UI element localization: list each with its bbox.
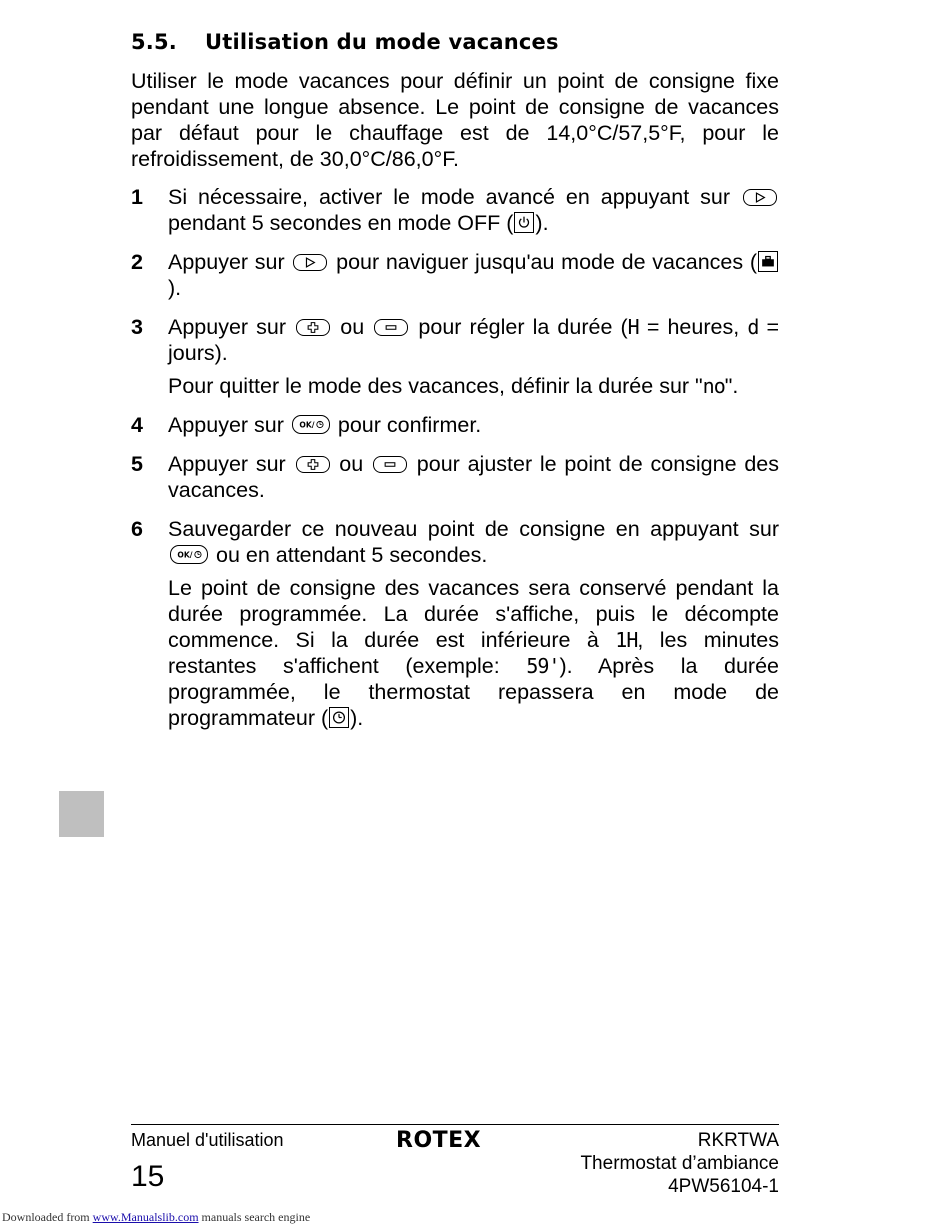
ok-key-icon xyxy=(292,415,330,434)
days-display-symbol: d xyxy=(747,315,759,339)
step-3 xyxy=(131,314,779,399)
footer-product-name: Thermostat d’ambiance xyxy=(580,1153,779,1174)
hours-display-symbol: H xyxy=(627,315,639,339)
step-text: ou en attendant 5 secondes. xyxy=(215,543,488,567)
footer-model: RKRTWA xyxy=(697,1130,779,1151)
step-text: = heures, xyxy=(646,315,740,339)
power-icon xyxy=(514,212,534,233)
page-number: 15 xyxy=(131,1160,165,1193)
step-text: pour ajuster le point de consigne des vacances. xyxy=(168,452,779,502)
step-text: pour régler la durée ( xyxy=(418,315,628,339)
step-text: Sauvegarder ce nouveau point de consigne en appuyant sur xyxy=(168,517,779,541)
step-text: Si nécessaire, activer le mode avancé en appuyant sur xyxy=(168,185,731,209)
step-number: 5 xyxy=(131,452,143,476)
footer-part-number: 4PW56104-1 xyxy=(668,1176,779,1197)
suitcase-icon xyxy=(758,251,778,272)
step-6 xyxy=(131,516,779,731)
step-number: 4 xyxy=(131,413,143,437)
minus-key-icon xyxy=(373,456,407,473)
step-number: 6 xyxy=(131,517,143,541)
rotex-logo: ROTEX xyxy=(396,1128,482,1153)
footer-product-info xyxy=(540,1129,779,1198)
step-text: pendant 5 secondes en mode OFF ( xyxy=(168,211,514,235)
footer-manual-title: Manuel d'utilisation xyxy=(131,1130,284,1150)
step-1 xyxy=(131,184,779,236)
plus-key-icon xyxy=(296,319,330,336)
plus-key-icon xyxy=(296,456,330,473)
step-number: 3 xyxy=(131,315,143,339)
step-2 xyxy=(131,249,779,301)
example-display-symbol: 59' xyxy=(526,654,560,678)
step-note: ". xyxy=(724,374,739,398)
steps-list xyxy=(131,184,779,731)
play-key-icon xyxy=(293,254,327,271)
download-notice xyxy=(2,1210,310,1225)
download-prefix: Downloaded from xyxy=(2,1210,90,1224)
intro-paragraph: Utiliser le mode vacances pour définir un point de consigne fixe pendant une longue absence. Le point de consigne de vacances par défaut pour le chauffage est de 14,0°C/57,5°F, pour le refroidissement, de 30,0°C/86,0°F. xyxy=(131,69,779,171)
step-note: ). Après la durée programmée, le thermostat repassera en mode de programmateur ( xyxy=(168,654,779,730)
manualslib-link[interactable]: www.Manualslib.com xyxy=(92,1210,199,1224)
step-text: Appuyer sur xyxy=(168,452,286,476)
step-note: ). xyxy=(350,706,364,730)
step-note: Pour quitter le mode des vacances, définir la durée sur " xyxy=(168,374,703,398)
step-number: 1 xyxy=(131,185,143,209)
step-text: = jours). xyxy=(168,315,780,365)
step-note: Le point de consigne des vacances sera conservé pendant la durée programmée. La durée s'affiche, puis le décompte commence. Si la durée est inférieure à xyxy=(168,576,779,652)
step-number: 2 xyxy=(131,250,143,274)
section-number: 5.5. xyxy=(131,30,177,54)
step-text: ou xyxy=(339,452,364,476)
step-text: ). xyxy=(168,276,182,300)
clock-icon xyxy=(329,707,349,728)
step-text: ou xyxy=(340,315,365,339)
ok-key-icon xyxy=(170,545,208,564)
step-text: pour naviguer jusqu'au mode de vacances ( xyxy=(336,250,757,274)
svg-text:OK/: OK/ xyxy=(299,420,315,430)
step-4 xyxy=(131,412,779,438)
minus-key-icon xyxy=(374,319,408,336)
step-note: , les minutes restantes s'affichent (exemple: xyxy=(168,628,779,678)
section-title: Utilisation du mode vacances xyxy=(205,30,559,54)
svg-text:OK/: OK/ xyxy=(177,550,193,560)
chapter-tab-marker xyxy=(59,791,104,837)
one-hour-display-symbol: 1H xyxy=(615,628,638,652)
step-text: pour confirmer. xyxy=(337,413,482,437)
step-5 xyxy=(131,451,779,503)
footer-divider xyxy=(131,1124,779,1125)
step-text: Appuyer sur xyxy=(168,315,287,339)
no-display-symbol: no xyxy=(702,374,725,398)
play-key-icon xyxy=(743,189,777,206)
step-text: ). xyxy=(535,211,549,235)
step-text: Appuyer sur xyxy=(168,413,284,437)
section-heading xyxy=(131,30,559,54)
download-suffix: manuals search engine xyxy=(201,1210,311,1224)
step-text: Appuyer sur xyxy=(168,250,285,274)
